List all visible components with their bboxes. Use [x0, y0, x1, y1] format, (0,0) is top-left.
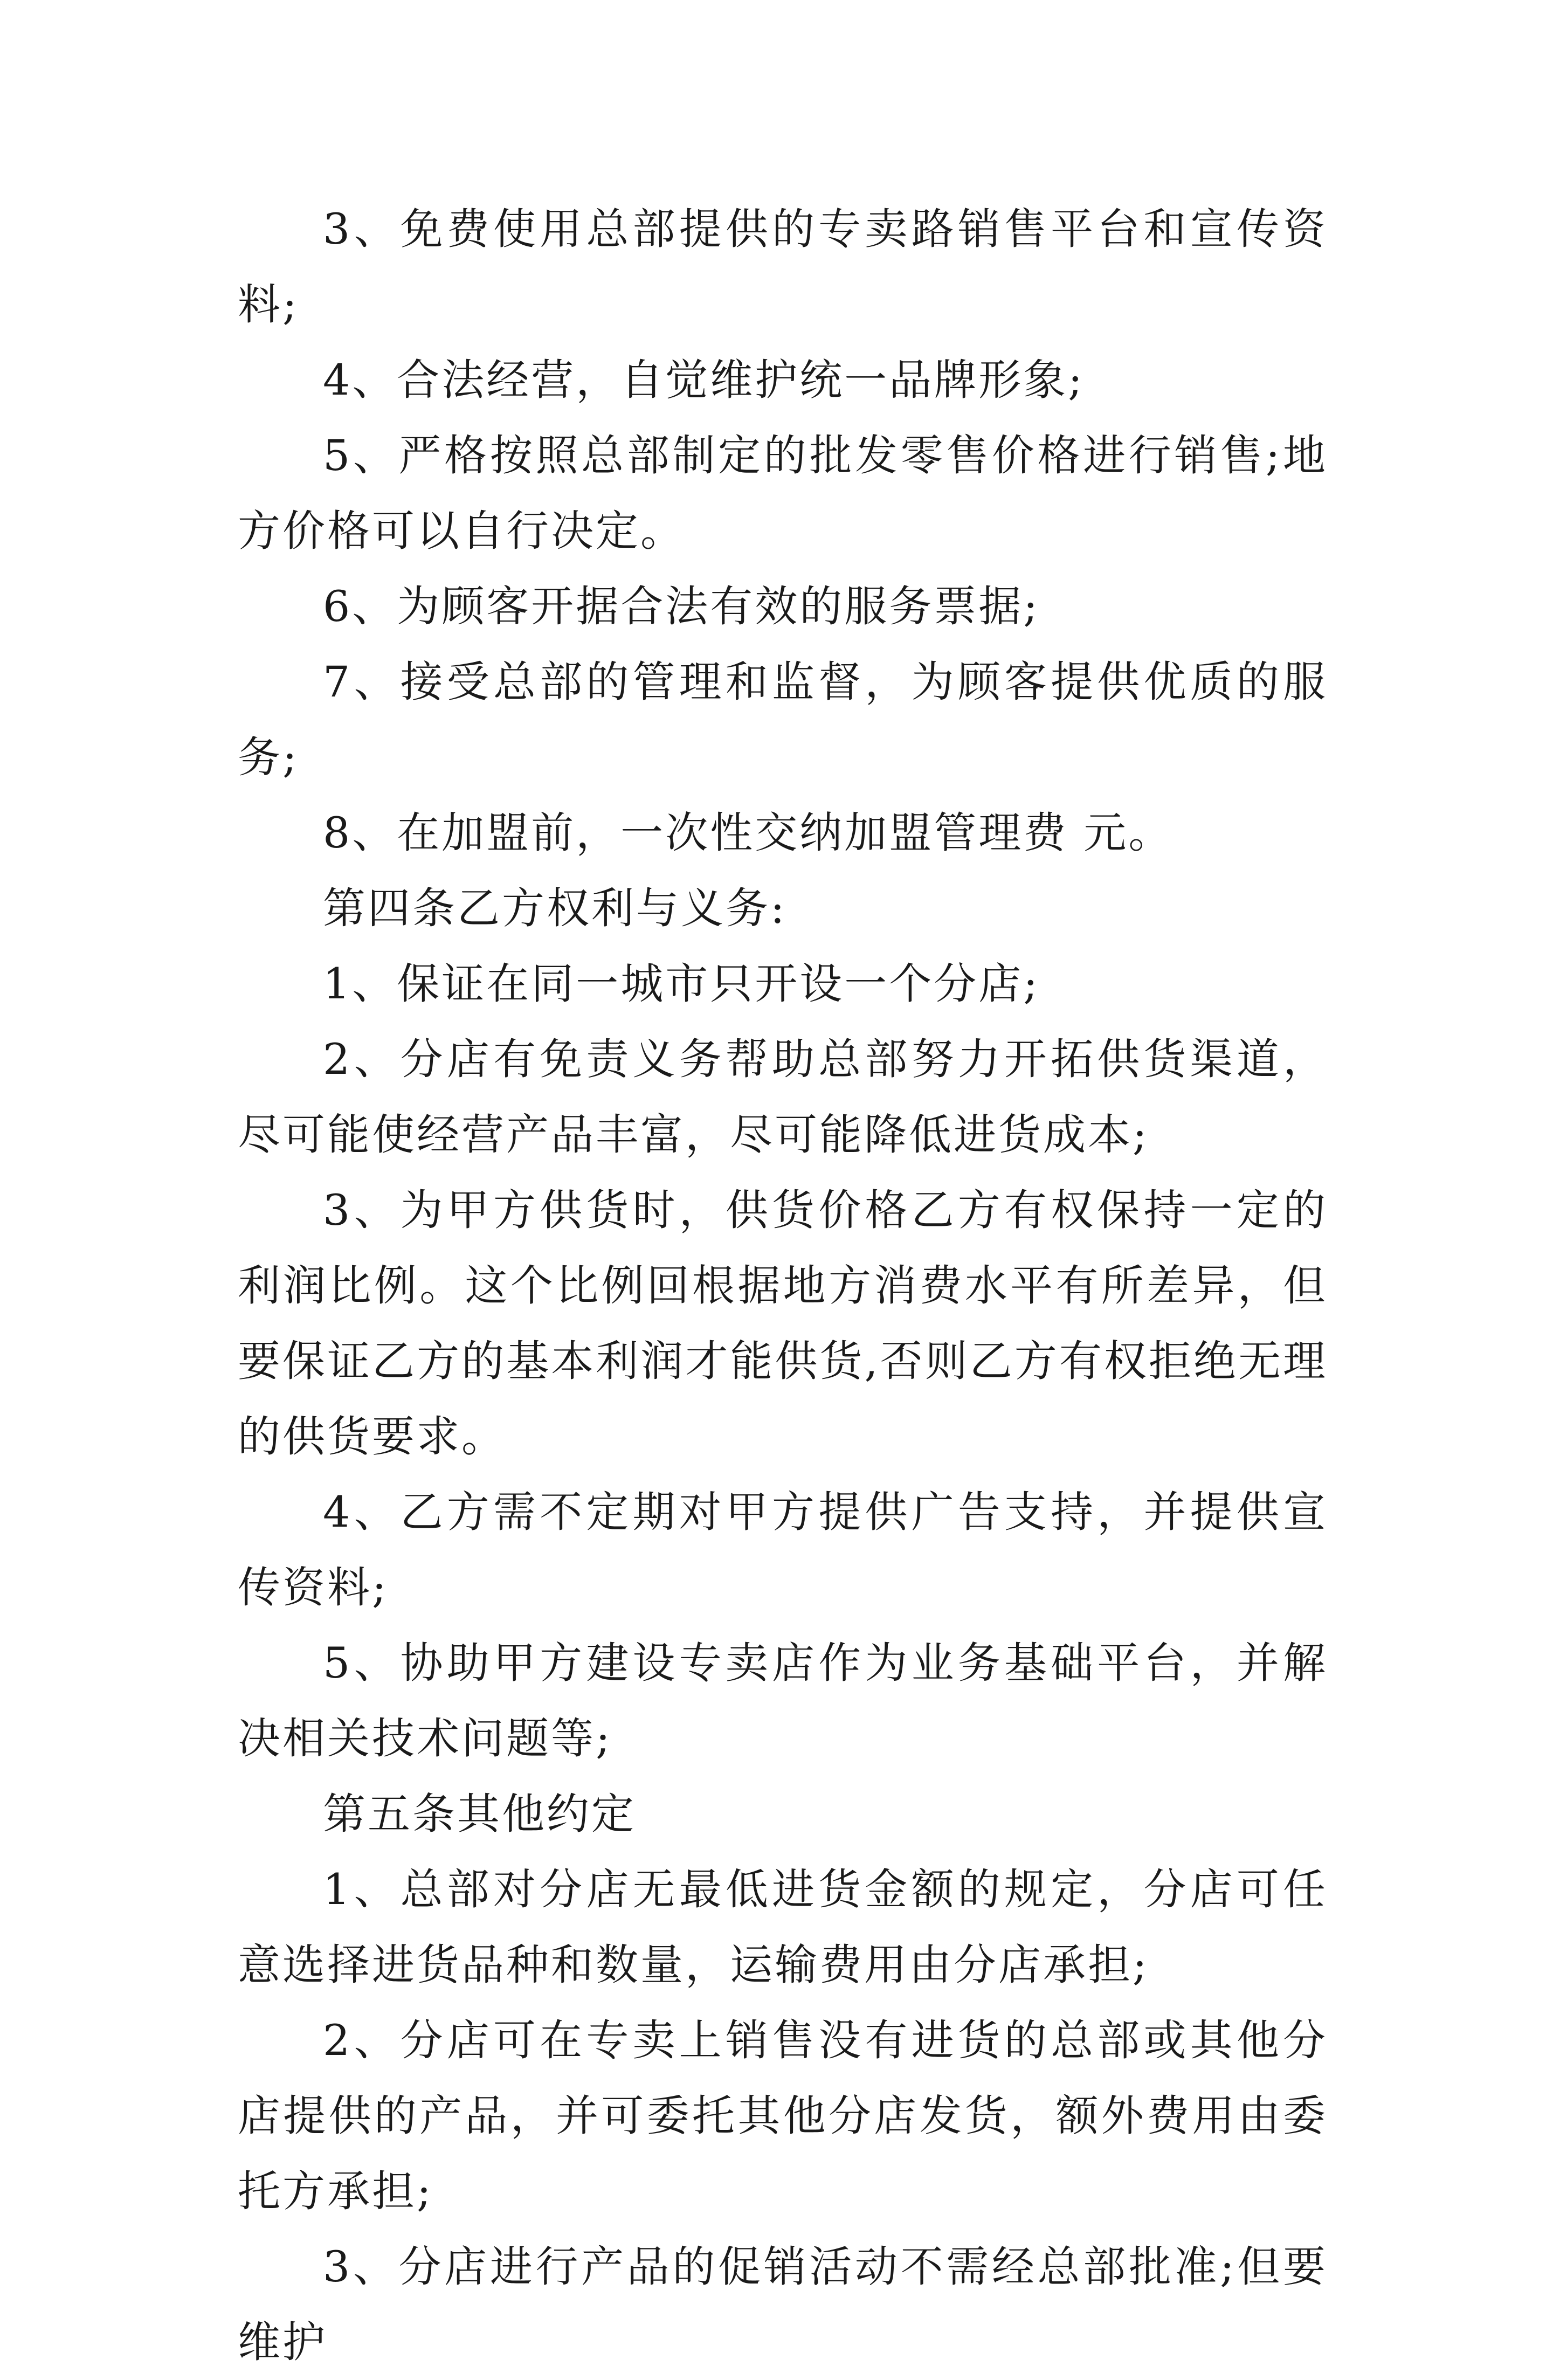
paragraph-other-2: 2、分店可在专卖上销售没有进货的总部或其他分店提供的产品，并可委托其他分店发货，额外费用由委托方承担; [238, 2016, 1328, 2216]
section-heading-article-4: 第四条乙方权利与义务: [323, 884, 787, 933]
paragraph-other-1: 1、总部对分店无最低进货金额的规定，分店可任意选择进货品种和数量，运输费用由分店承担; [238, 1865, 1328, 1990]
paragraph-hq-4: 4、合法经营，自觉维护统一品牌形象; [323, 355, 1085, 405]
paragraph-hq-7: 7、接受总部的管理和监督，为顾客提供优质的服务; [238, 657, 1328, 782]
paragraph-hq-3: 3、免费使用总部提供的专卖路销售平台和宣传资料; [238, 204, 1328, 329]
document-body [238, 191, 1328, 2380]
paragraph-party-b-5: 5、协助甲方建设专卖店作为业务基础平台，并解决相关技术问题等; [238, 1638, 1328, 1763]
paragraph-other-3: 3、分店进行产品的促销活动不需经总部批准;但要维护 [238, 2242, 1328, 2367]
paragraph-hq-6: 6、为顾客开据合法有效的服务票据; [323, 582, 1040, 631]
paragraph-hq-5: 5、严格按照总部制定的批发零售价格进行销售;地方价格可以自行决定。 [238, 431, 1328, 556]
paragraph-party-b-1: 1、保证在同一城市只开设一个分店; [323, 959, 1040, 1009]
paragraph-party-b-3: 3、为甲方供货时，供货价格乙方有权保持一定的利润比例。这个比例回根据地方消费水平有所差异，但要保证乙方的基本利润才能供货,否则乙方有权拒绝无理的供货要求。 [238, 1185, 1328, 1461]
paragraph-party-b-4: 4、乙方需不定期对甲方提供广告支持，并提供宣传资料; [238, 1487, 1328, 1612]
section-heading-article-5: 第五条其他约定 [323, 1789, 636, 1839]
paragraph-party-b-2: 2、分店有免责义务帮助总部努力开拓供货渠道，尽可能使经营产品丰富，尽可能降低进货成本; [238, 1034, 1328, 1160]
paragraph-hq-8: 8、在加盟前，一次性交纳加盟管理费 元。 [323, 808, 1174, 858]
